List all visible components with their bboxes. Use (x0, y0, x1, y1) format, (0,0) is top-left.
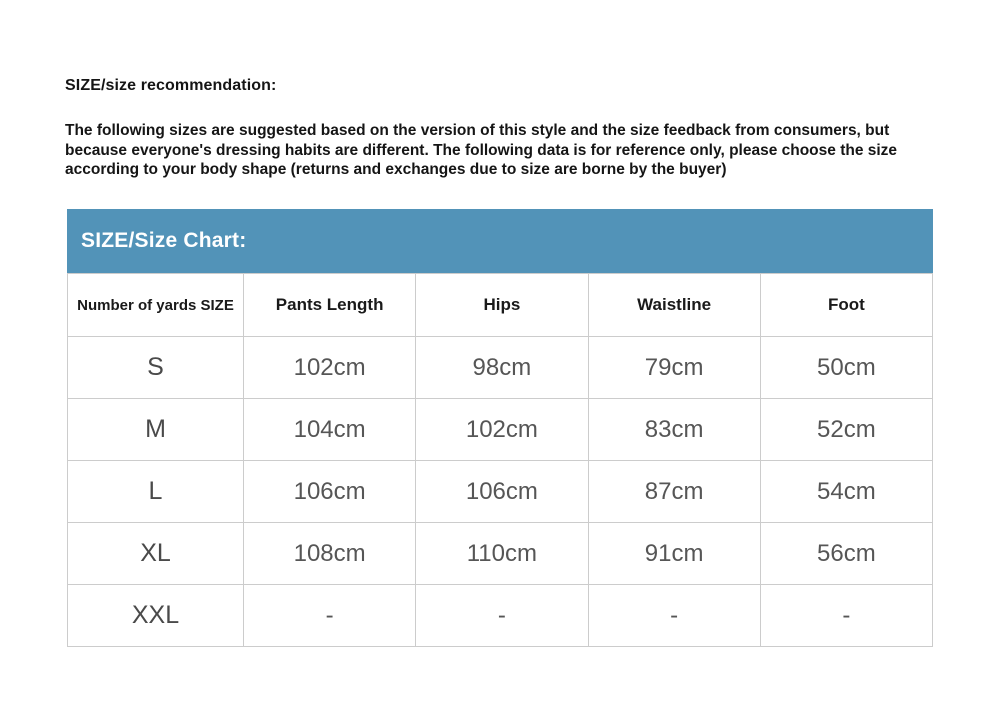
column-header: Foot (760, 274, 932, 337)
measurement-cell: 56cm (760, 523, 932, 585)
measurement-cell: 91cm (588, 523, 760, 585)
measurement-cell: 108cm (244, 523, 416, 585)
size-cell: XL (68, 523, 244, 585)
size-chart-header (67, 209, 933, 273)
measurement-cell: 52cm (760, 399, 932, 461)
measurement-cell: 50cm (760, 337, 932, 399)
measurement-cell: 106cm (244, 461, 416, 523)
size-chart-title: SIZE/Size Chart: (81, 229, 247, 252)
measurement-cell: - (244, 585, 416, 647)
table-header-row (68, 274, 933, 337)
measurement-cell: 102cm (416, 399, 588, 461)
measurement-cell: 110cm (416, 523, 588, 585)
measurement-cell: 79cm (588, 337, 760, 399)
table-row (68, 337, 933, 399)
column-header: Hips (416, 274, 588, 337)
size-recommendation-note: The following sizes are suggested based on the version of this style and the size feedback from consumers, but because everyone's dressing habits are different. The following data is for reference only, please choose the size according to your body shape (returns and exchanges due to size are borne by the buyer) (65, 122, 898, 178)
column-header: Number of yards SIZE (68, 274, 244, 337)
measurement-cell: 106cm (416, 461, 588, 523)
measurement-cell: 98cm (416, 337, 588, 399)
table-row (68, 523, 933, 585)
column-header: Waistline (588, 274, 760, 337)
size-cell: XXL (68, 585, 244, 647)
table-row (68, 585, 933, 647)
measurement-cell: 87cm (588, 461, 760, 523)
size-cell: S (68, 337, 244, 399)
measurement-cell: - (588, 585, 760, 647)
measurement-cell: - (760, 585, 932, 647)
measurement-cell: - (416, 585, 588, 647)
size-table (67, 273, 933, 647)
page-title: SIZE/size recommendation: (65, 77, 277, 94)
measurement-cell: 83cm (588, 399, 760, 461)
measurement-cell: 102cm (244, 337, 416, 399)
column-header: Pants Length (244, 274, 416, 337)
size-cell: M (68, 399, 244, 461)
measurement-cell: 54cm (760, 461, 932, 523)
size-cell: L (68, 461, 244, 523)
table-row (68, 399, 933, 461)
table-row (68, 461, 933, 523)
measurement-cell: 104cm (244, 399, 416, 461)
